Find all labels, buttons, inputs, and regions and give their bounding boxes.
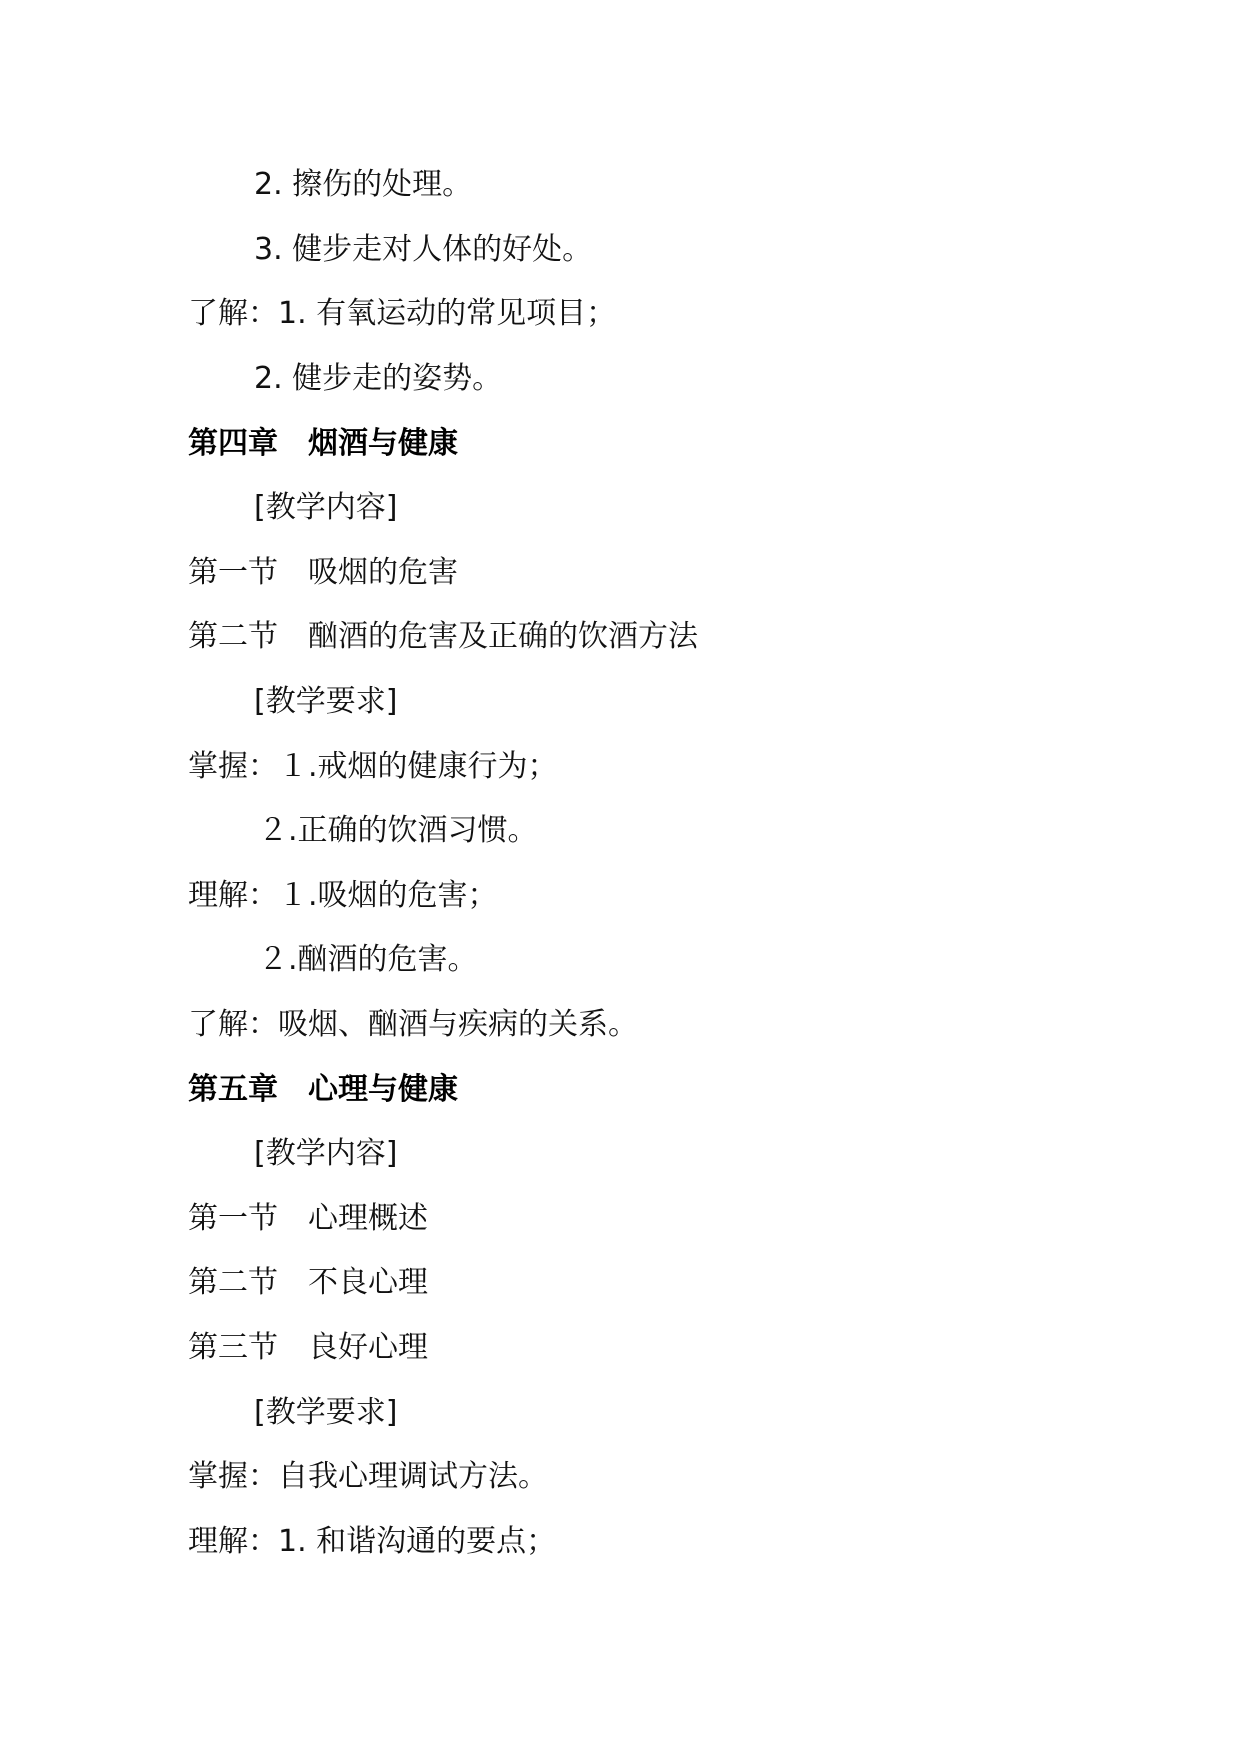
text-line: ２.酗酒的危害。 <box>258 942 478 977</box>
text-line: 第一节 心理概述 <box>188 1201 428 1236</box>
text-line: 了解：吸烟、酗酒与疾病的关系。 <box>188 1007 638 1042</box>
text-line: 掌握：１.戒烟的健康行为； <box>188 749 558 784</box>
text-line: 第二节 酗酒的危害及正确的饮酒方法 <box>188 619 698 654</box>
text-line: 第二节 不良心理 <box>188 1265 428 1300</box>
section-label: [教学内容] <box>254 1136 398 1171</box>
text-line: ２.正确的饮酒习惯。 <box>258 813 538 848</box>
text-line: 了解：1. 有氧运动的常见项目； <box>188 296 617 331</box>
text-line: 2. 擦伤的处理。 <box>254 167 473 202</box>
section-label: [教学要求] <box>254 1395 398 1430</box>
text-line: 3. 健步走对人体的好处。 <box>254 232 593 267</box>
chapter-heading: 第四章 烟酒与健康 <box>188 426 458 461</box>
section-label: [教学要求] <box>254 684 398 719</box>
text-line: 理解：１.吸烟的危害； <box>188 878 498 913</box>
section-label: [教学内容] <box>254 490 398 525</box>
text-line: 2. 健步走的姿势。 <box>254 361 503 396</box>
chapter-heading: 第五章 心理与健康 <box>188 1072 458 1107</box>
text-line: 第三节 良好心理 <box>188 1330 428 1365</box>
text-line: 第一节 吸烟的危害 <box>188 555 458 590</box>
text-line: 掌握：自我心理调试方法。 <box>188 1459 548 1494</box>
text-line: 理解：1. 和谐沟通的要点； <box>188 1524 557 1559</box>
